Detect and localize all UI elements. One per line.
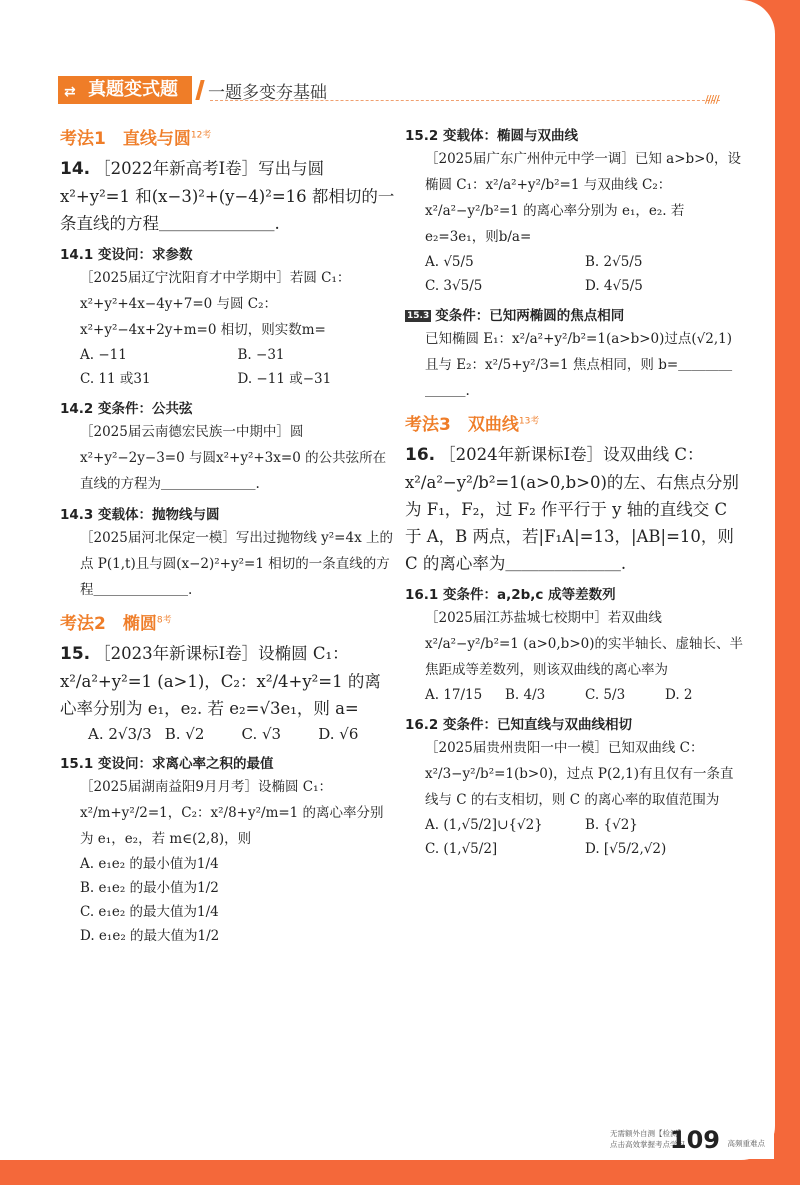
question-text: ［2023年新课标Ⅰ卷］设椭圆 C₁：x²/a²+y²=1 (a>1)，C₂：x²/4+y²=1 的离心率分别为 e₁，e₂. 若 e₂=√3e₁，则 a= <box>60 644 381 718</box>
option-d[interactable]: D. √6 <box>318 725 359 743</box>
option-c[interactable]: C. 11 或31 <box>80 371 151 387</box>
option-c[interactable]: C. e₁e₂ 的最大值为1/4 <box>80 904 219 920</box>
option-a[interactable]: A. (1,√5/2]∪{√2} <box>425 817 543 833</box>
option-a[interactable]: A. e₁e₂ 的最小值为1/4 <box>80 856 219 872</box>
page-border-bottom <box>0 1159 800 1185</box>
banner-slash-marks: ///// <box>705 93 719 106</box>
arrows-icon: ⇄ <box>64 84 76 100</box>
question-number: 16. <box>405 445 436 465</box>
options-15-2 <box>405 250 745 298</box>
option-b[interactable]: B. √2 <box>164 725 205 743</box>
section-title <box>60 609 395 634</box>
page-border-right <box>774 0 800 1185</box>
option-a[interactable]: A. 2√3/3 <box>88 725 152 743</box>
option-c[interactable]: C. √3 <box>241 725 282 743</box>
question-14 <box>60 155 395 237</box>
option-a[interactable]: A. −11 <box>80 347 127 363</box>
subquestion-heading: 16.2 变条件：已知直线与双曲线相切 <box>405 717 633 733</box>
question-text: ［2024年新课标Ⅰ卷］设双曲线 C：x²/a²−y²/b²=1(a>0,b>0)的左、右焦点分别为 F₁，F₂，过 F₂ 作平行于 y 轴的直线交 C 于 A，B 两点，若|F₁A|=13，|AB|=10，则 C 的离心率为＿＿＿＿＿＿＿. <box>405 445 739 573</box>
options-16-2 <box>405 813 745 861</box>
options-14-1 <box>60 343 395 391</box>
banner-dashed-line <box>210 100 720 101</box>
subquestion-heading: 15.2 变载体：椭圆与双曲线 <box>405 128 579 144</box>
subquestion-heading: 15.1 变设问：求离心率之积的最值 <box>60 756 274 772</box>
footer-note-line: 点击高效掌握考点学习 <box>610 1140 685 1149</box>
option-b[interactable]: B. e₁e₂ 的最小值为1/2 <box>80 880 219 896</box>
option-c[interactable]: C. 3√5/5 <box>425 278 483 294</box>
options-16-1 <box>405 683 745 707</box>
question-text: ［2022年新高考Ⅰ卷］写出与圆 x²+y²=1 和(x−3)²+(y−4)²=16 都相切的一条直线的方程＿＿＿＿＿＿＿. <box>60 159 395 233</box>
subquestion-body: ［2025届河北保定一模］写出过抛物线 y²=4x 上的点 P(1,t)且与圆(x−2)²+y²=1 相切的一条直线的方程＿＿＿＿＿＿＿. <box>80 530 393 598</box>
option-b[interactable]: B. −31 <box>237 347 285 363</box>
question-15 <box>60 640 395 746</box>
subquestion-heading: 16.1 变条件：a,2b,c 成等差数列 <box>405 587 616 603</box>
subquestion-body: 已知椭圆 E₁：x²/a²+y²/b²=1(a>b>0)过点(√2,1)且与 E₂：x²/5+y²/3=1 焦点相同，则 b=＿＿＿＿＿＿＿. <box>425 331 733 399</box>
subquestion-body: ［2025届湖南益阳9月月考］设椭圆 C₁：x²/m+y²/2=1，C₂：x²/8+y²/m=1 的离心率分别为 e₁，e₂，若 m∈(2,8)，则 <box>80 779 384 847</box>
banner-tag-label: 真题变式题 <box>88 79 178 100</box>
question-number: 14. <box>60 159 91 179</box>
option-b[interactable]: B. {√2} <box>585 817 638 833</box>
question-16 <box>405 441 745 577</box>
right-column <box>405 118 745 861</box>
subquestion-body: ［2025届辽宁沈阳育才中学期中］若圆 C₁：x²+y²+4x−4y+7=0 与圆 C₂：x²+y²−4x+2y+m=0 相切，则实数m= <box>80 270 351 338</box>
page-number: 109 <box>669 1126 720 1154</box>
section-title-text: 考法3 双曲线 <box>405 415 519 435</box>
subquestion-body: ［2025届江苏盐城七校期中］若双曲线x²/a²−y²/b²=1 (a>0,b>0)的实半轴长、虚轴长、半焦距成等差数列，则该双曲线的离心率为 <box>425 610 743 678</box>
subquestion-body: ［2025届广东广州仲元中学一调］已知 a>b>0，设椭圆 C₁：x²/a²+y²/b²=1 与双曲线 C₂：x²/a²−y²/b²=1 的离心率分别为 e₁，e₂. 若 e₂=3e₁，则b/a= <box>425 151 742 245</box>
section-count: 13考 <box>518 416 540 427</box>
footer-note-right: 高频重难点 <box>727 1139 765 1148</box>
subquestion-heading: 14.1 变设问：求参数 <box>60 247 193 263</box>
subquestion-heading: 14.3 变载体：抛物线与圆 <box>60 507 220 523</box>
banner-subtitle: 一题多变夯基础 <box>208 82 327 103</box>
option-c[interactable]: C. 5/3 <box>585 687 626 703</box>
footer-note-line: 无需额外自测【检测】 <box>610 1129 685 1138</box>
option-a[interactable]: A. 17/15 <box>425 687 483 703</box>
question-number: 15. <box>60 644 91 664</box>
banner-tag <box>58 76 192 104</box>
banner-separator <box>195 80 204 100</box>
option-d[interactable]: D. −11 或−31 <box>237 371 332 387</box>
option-b[interactable]: B. 4/3 <box>505 687 546 703</box>
option-c[interactable]: C. (1,√5/2] <box>425 841 498 857</box>
options-15 <box>60 722 395 746</box>
subquestion-heading-text: 变条件：已知两椭圆的焦点相同 <box>435 308 625 324</box>
subquestion-heading <box>405 304 745 324</box>
badge-icon: 15.3 <box>407 311 430 321</box>
section-title <box>60 124 395 149</box>
option-d[interactable]: D. 2 <box>665 687 693 703</box>
option-b[interactable]: B. 2√5/5 <box>585 254 643 270</box>
section-title-text: 考法1 直线与圆 <box>60 129 191 149</box>
left-column <box>60 118 395 948</box>
section-title <box>405 410 745 435</box>
option-a[interactable]: A. √5/5 <box>425 254 474 270</box>
subquestion-body: ［2025届贵州贵阳一中一模］已知双曲线 C：x²/3−y²/b²=1(b>0)，过点 P(2,1)有且仅有一条直线与 C 的右支相切，则 C 的离心率的取值范围为 <box>425 740 734 808</box>
subquestion-body: ［2025届云南德宏民族一中期中］圆 x²+y²−2y−3=0 与圆x²+y²+3x=0 的公共弦所在直线的方程为＿＿＿＿＿＿＿. <box>80 424 387 492</box>
section-count: 8考 <box>156 615 172 626</box>
options-15-1 <box>60 852 395 948</box>
section-count: 12考 <box>190 130 212 141</box>
section-title-text: 考法2 椭圆 <box>60 614 157 634</box>
subquestion-heading: 14.2 变条件：公共弦 <box>60 401 193 417</box>
option-d[interactable]: D. 4√5/5 <box>585 278 643 294</box>
option-d[interactable]: D. [√5/2,√2) <box>585 841 667 857</box>
option-d[interactable]: D. e₁e₂ 的最大值为1/2 <box>80 928 220 944</box>
